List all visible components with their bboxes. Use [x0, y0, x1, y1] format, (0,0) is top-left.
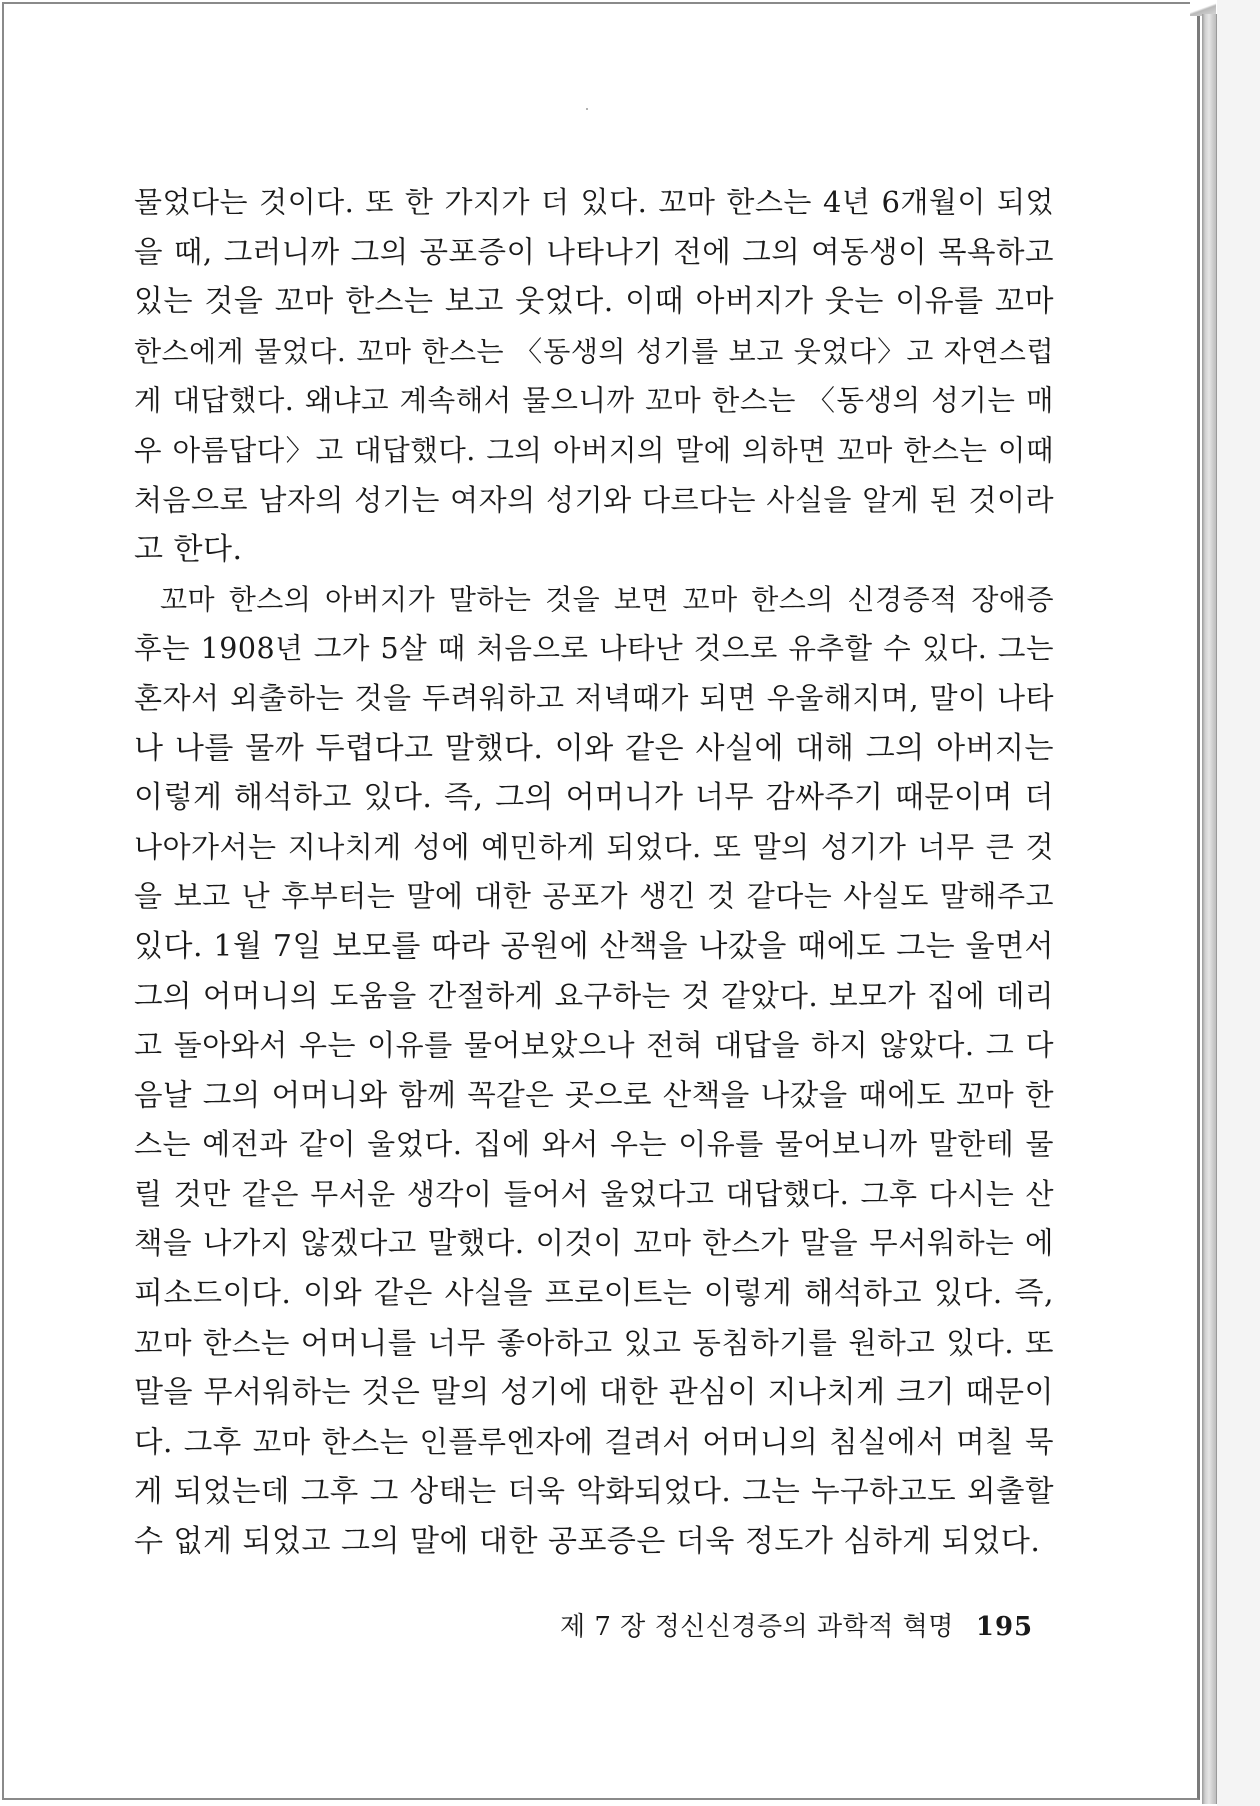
text-line: 음날 그의 어머니와 함께 꼭같은 곳으로 산책을 나갔을 때에도 꼬마 한	[134, 1077, 1054, 1112]
text-line: 혼자서 외출하는 것을 두려워하고 저녁때가 되면 우울해지며, 말이 나타	[134, 680, 1054, 715]
text-line: 이렇게 해석하고 있다. 즉, 그의 어머니가 너무 감싸주기 때문이며 더	[134, 780, 1054, 816]
running-chapter-title: 제 7 장 정신신경증의 과학적 혁명	[560, 1612, 954, 1642]
text-line: 그의 어머니의 도움을 간절하게 요구하는 것 같았다. 보모가 집에 데리	[134, 978, 1054, 1013]
text-line: 물었다는 것이다. 또 한 가지가 더 있다. 꼬마 한스는 4년 6개월이 되었	[134, 185, 1054, 219]
text-line: 을 때, 그러니까 그의 공포증이 나타나기 전에 그의 여동생이 목욕하고	[134, 234, 1054, 269]
text-line: 게 대답했다. 왜냐고 계속해서 물으니까 꼬마 한스는 〈동생의 성기는 매	[134, 384, 1054, 418]
text-line: 나아가서는 지나치게 성에 예민하게 되었다. 또 말의 성기가 너무 큰 것	[134, 829, 1054, 864]
text-line: 을 보고 난 후부터는 말에 대한 공포가 생긴 것 같다는 사실도 말해주고	[134, 879, 1054, 914]
text-line: 우 아름답다〉고 대답했다. 그의 아버지의 말에 의하면 꼬마 한스는 이때	[134, 433, 1054, 467]
text-line: 한스에게 물었다. 꼬마 한스는 〈동생의 성기를 보고 웃었다〉고 자연스럽	[134, 334, 1054, 368]
text-line: 스는 예전과 같이 울었다. 집에 와서 우는 이유를 물어보니까 말한테 물	[134, 1127, 1054, 1162]
text-line: 꼬마 한스의 아버지가 말하는 것을 보면 꼬마 한스의 신경증적 장애증	[160, 582, 1054, 616]
text-line: 나 나를 물까 두렵다고 말했다. 이와 같은 사실에 대해 그의 아버지는	[134, 730, 1054, 766]
text-line: 처음으로 남자의 성기는 여자의 성기와 다르다는 사실을 알게 된 것이라	[134, 482, 1054, 517]
background-strip	[1217, 0, 1260, 1806]
text-line: 후는 1908년 그가 5살 때 처음으로 나타난 것으로 유추할 수 있다. 그는	[134, 632, 1054, 666]
body-text	[134, 178, 1054, 1567]
page-edge-shadow	[1202, 14, 1217, 1804]
text-line: 꼬마 한스는 어머니를 너무 좋아하고 있고 동침하기를 원하고 있다. 또	[134, 1325, 1054, 1360]
text-line: 피소드이다. 이와 같은 사실을 프로이트는 이렇게 해석하고 있다. 즉,	[134, 1276, 1054, 1312]
text-line: 고 돌아와서 우는 이유를 물어보았으나 전혀 대답을 하지 않았다. 그 다	[134, 1028, 1054, 1063]
page-number: 195	[975, 1612, 1034, 1642]
text-line: 고 한다.	[134, 532, 243, 568]
text-line: 수 없게 되었고 그의 말에 대한 공포증은 더욱 정도가 심하게 되었다.	[134, 1524, 1041, 1560]
paragraph-1	[134, 178, 1054, 575]
text-line: 있다. 1월 7일 보모를 따라 공원에 산책을 나갔을 때에도 그는 울면서	[134, 928, 1054, 964]
text-line: 있는 것을 꼬마 한스는 보고 웃었다. 이때 아버지가 웃는 이유를 꼬마	[134, 284, 1054, 320]
scan-speck	[586, 108, 588, 110]
text-line: 책을 나가지 않겠다고 말했다. 이것이 꼬마 한스가 말을 무서워하는 에	[134, 1226, 1054, 1261]
text-line: 다. 그후 꼬마 한스는 인플루엔자에 걸려서 어머니의 침실에서 며칠 묵	[134, 1424, 1054, 1459]
paragraph-2	[134, 575, 1054, 1567]
page-footer	[560, 1606, 1034, 1643]
text-line: 릴 것만 같은 무서운 생각이 들어서 울었다고 대답했다. 그후 다시는 산	[134, 1176, 1054, 1211]
text-line: 게 되었는데 그후 그 상태는 더욱 악화되었다. 그는 누구하고도 외출할	[134, 1474, 1054, 1509]
text-line: 말을 무서워하는 것은 말의 성기에 대한 관심이 지나치게 크기 때문이	[134, 1375, 1054, 1411]
